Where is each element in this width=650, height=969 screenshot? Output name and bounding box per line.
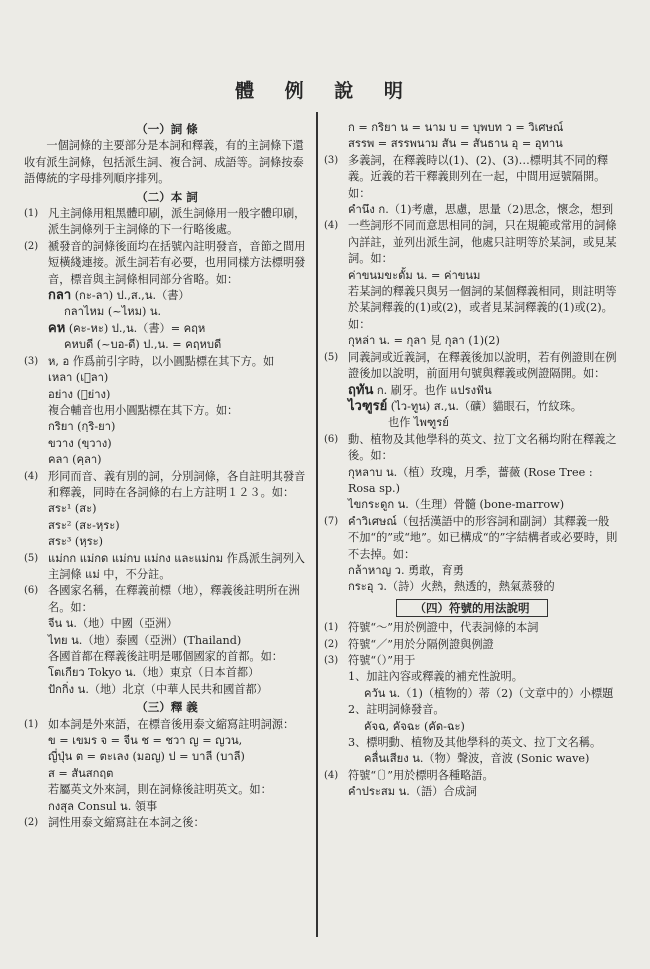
item-text: 詞性用泰文縮寫註在本詞之後： [48, 816, 205, 830]
headword: ไวฑูรย์ [348, 398, 388, 414]
line-text: (คะ-หะ) ป.,น.（書）= คฤห [65, 321, 206, 335]
numbered-item [324, 653, 620, 669]
numbered-item [24, 551, 310, 584]
item-text: 多義詞，在釋義時以(1)、(2)、(3)…標明其不同的釋義。近義的若干釋義則列在一起，中間用逗號隔開。如： [348, 153, 609, 200]
item-text: 褫發音的詞條後面均在括號內註明發音，音節之間用短橫綫連接。派生詞若有必要，也用同樣方法標明發音，標音與主詞條相同部分省略。如： [48, 239, 306, 286]
line-text: คลา (คฺลา) [48, 453, 102, 467]
line-text: 複合輔音也用小圓點標在其下方。如： [48, 403, 239, 417]
item-number: (3) [324, 154, 339, 166]
line-text: ขวาง (ขฺวาง) [48, 436, 112, 450]
line-text: 1、加註內容或釋義的補充性說明。 [348, 670, 523, 684]
example-line [324, 784, 620, 800]
line-text: สระ¹ (สะ) [48, 502, 97, 516]
example-line [24, 370, 310, 386]
line-text: อย่าง (อ̣ย่าง) [48, 387, 111, 401]
numbered-item [324, 350, 620, 383]
line-text: คำนึง ก.（1)考慮，思慮，思量（2)思念，懷念，想到 [348, 203, 614, 217]
line-text: คัจฉ, คัจฉะ (คัด-ฉะ) [364, 719, 465, 733]
line-text: 若某詞的釋義只與另一個詞的某個釋義相同，則註明等於某詞釋義的(1)或(2)，或者見某詞釋義的(1)或(2)。如： [348, 285, 617, 331]
item-number: (5) [324, 351, 339, 363]
item-text: 動、植物及其他學科的英文、拉丁文名稱均附在釋義之後。如： [348, 432, 617, 463]
line-text: ก = กริยา น = นาม บ = บุพบท ว = วิเศษณ์ [348, 121, 564, 134]
example-line [24, 799, 310, 815]
numbered-item [24, 239, 310, 288]
example-line [324, 751, 620, 767]
item-number: (6) [24, 585, 39, 597]
section-heading: （三）釋 義 [136, 700, 198, 715]
item-text: 符號“～”用於例證中，代表詞條的本詞 [348, 621, 539, 635]
example-line [324, 563, 620, 579]
example-line [24, 749, 310, 765]
numbered-item [24, 717, 310, 733]
line-text: 各國首都在釋義後註明是哪個國家的首都。如： [48, 650, 283, 663]
item-number: (4) [324, 220, 339, 232]
example-line [24, 616, 310, 632]
example-line [24, 321, 310, 337]
example-line [24, 304, 310, 320]
line-text: กุหลาบ น.（植）玫瑰，月季，薔薇 (Rose Tree : Rosa sp.) [348, 465, 593, 495]
example-line [24, 419, 310, 435]
example-line [24, 337, 310, 353]
example-line [324, 383, 620, 399]
intro-paragraph: 一個詞條的主要部分是本詞和釋義，有的主詞條下還收有派生詞條，包括派生詞、複合詞、成語等。詞條按泰語傳統的字母排列順序排列。 [24, 139, 304, 186]
line-text: สระ³ (หฺระ) [48, 535, 104, 549]
numbered-item [24, 469, 310, 502]
item-text: 一些詞形不同而意思相同的詞，只在規範或常用的詞條內詳註，並列出派生詞，他處只註明等於某詞，或見某詞。如： [348, 219, 617, 266]
item-number: (3) [324, 655, 339, 666]
line-text: 2、註明詞條發音。 [348, 703, 445, 717]
item-number: (4) [324, 769, 339, 781]
item-text: แม่กก แม่กด แม่กบ แม่กง และแม่กม 作爲派生詞列入主詞條 แม่ 中，不分註。 [48, 551, 305, 581]
line-text: กลาไหม (~ไหม) น. [64, 305, 162, 319]
example-line [324, 669, 620, 685]
example-line [24, 436, 310, 452]
example-line [24, 665, 310, 681]
item-number: (3) [24, 355, 39, 367]
item-number: (1) [324, 622, 339, 634]
right-column [324, 120, 620, 801]
headword: กลา [48, 288, 72, 304]
item-text: ห, อ 作爲前引字時，以小圓點標在其下方。如 [48, 354, 275, 368]
numbered-item [324, 432, 620, 465]
example-line [324, 686, 620, 702]
example-line [324, 497, 620, 513]
item-text: 符號“／”用於分隔例證與例證 [348, 637, 494, 651]
numbered-item [24, 583, 310, 616]
item-number: (2) [24, 817, 39, 829]
line-text: สระ² (สะ-หฺระ) [48, 518, 120, 532]
section-heading: （四）符號的用法說明 [396, 599, 548, 617]
example-line [324, 579, 620, 595]
example-line [324, 202, 620, 218]
line-text: คำประสม น.（語）合成詞 [348, 785, 477, 799]
item-number: (6) [324, 433, 339, 445]
example-line [24, 782, 310, 798]
line-text: ควัน น.（1)（植物的）蒂（2)（文章中的）小標題 [364, 686, 614, 700]
item-text: 如本詞是外來語，在標音後用泰文縮寫註明詞源： [48, 717, 295, 731]
line-text: กระอุ ว.（詩）火熱，熱透的，熱氣蒸發的 [348, 580, 555, 594]
column-divider [316, 112, 318, 937]
section-heading: （一）詞 條 [136, 122, 198, 136]
line-text: ไขกระดูก น.（生理）骨髓 (bone-marrow) [348, 498, 565, 512]
line-text: 3、標明動、植物及其他學科的英文、拉丁文名稱。 [348, 736, 602, 750]
example-line [324, 333, 620, 349]
line-text: จีน น.（地）中國（亞洲） [48, 617, 178, 631]
item-text: 符號“（）”用于 [348, 654, 416, 667]
numbered-item [24, 354, 310, 370]
line-text: เหลา (เห̣ลา) [48, 371, 109, 385]
example-line [24, 766, 310, 782]
numbered-item [324, 768, 620, 784]
line-text: สรรพ = สรรพนาม สัน = สันธาน อุ = อุทาน [348, 137, 563, 151]
example-line [324, 702, 620, 718]
item-text: 各國家名稱，在釋義前標（地），釋義後註明所在洲名。如： [48, 584, 300, 614]
line-text: ก. 刷牙。也作 แปรงฟัน [373, 383, 492, 397]
example-line [24, 534, 310, 550]
item-text: 同義詞或近義詞，在釋義後加以說明，若有例證則在例證後加以說明，前面用句號與釋義或例證隔開。如： [348, 350, 617, 381]
item-text: 形同而音、義有別的詞，分別詞條，各自註明其發音和釋義，同時在各詞條的右上方註明１２３。如： [48, 469, 306, 499]
item-number: (7) [324, 515, 339, 527]
numbered-item [324, 514, 620, 563]
example-line [24, 288, 310, 304]
item-number: (2) [324, 638, 339, 650]
item-number: (1) [24, 208, 39, 220]
line-text: 也作 ไพฑูรย์ [388, 416, 449, 430]
example-line [324, 415, 620, 431]
item-number: (1) [24, 718, 39, 730]
numbered-item [24, 815, 310, 831]
line-text: กริยา (กฺริ-ยา) [48, 420, 116, 434]
example-line [24, 682, 310, 698]
line-text: ปักกิ่ง น.（地）北京（中華人民共和國首都） [48, 682, 268, 696]
item-number: (4) [24, 470, 39, 482]
line-text: กงสุล Consul น. 領事 [48, 799, 158, 813]
example-line [24, 403, 310, 419]
headword: ฤทัน [348, 382, 374, 398]
line-text: 若屬英文外來詞，則在詞條後註明英文。如： [48, 783, 272, 797]
item-text: 符號“〔〕”用於標明各種略語。 [348, 768, 494, 782]
example-line [24, 733, 310, 749]
numbered-item [324, 153, 620, 202]
line-text: คหบดี (~บอ-ดี) ป.,น. = คฤหบดี [64, 338, 222, 352]
section-heading: （二）本 詞 [136, 189, 198, 204]
line-text: (ไว-ทูน) ส.,น.（礦）貓眼石，竹紋珠。 [387, 399, 582, 413]
page-title: 體 例 說 明 [235, 80, 415, 102]
line-text: ไทย น.（地）泰國（亞洲）(Thailand) [48, 633, 242, 647]
example-line [24, 518, 310, 534]
line-text: กล้าหาญ ว. 勇敢，育勇 [348, 563, 464, 577]
example-line [324, 268, 620, 284]
example-line [324, 399, 620, 415]
example-line [324, 284, 620, 333]
numbered-item [324, 218, 620, 267]
line-text: (กะ-ลา) ป.,ส.,น.（書） [71, 289, 190, 303]
headword: คห [48, 320, 66, 336]
example-line [24, 633, 310, 649]
line-text: คลื่นเสียง น.（物）聲波，音波 (Sonic wave) [364, 752, 590, 766]
line-text: ข = เขมร จ = จีน ช = ชวา ญ = ญวน, [48, 734, 243, 748]
example-line [24, 387, 310, 403]
example-line [24, 649, 310, 665]
left-column [24, 120, 310, 831]
example-line [324, 465, 620, 498]
item-number: (5) [24, 552, 39, 564]
example-line [324, 120, 620, 136]
line-text: ส = สันสกฤต [48, 766, 114, 780]
item-text: คำวิเศษณ์（包括漢語中的形容詞和副詞）其釋義一般不加“的”或“地”。如已構成“的”字結構者或必要時，則不去掉。如： [348, 514, 618, 561]
item-number: (2) [24, 240, 39, 252]
numbered-item [324, 637, 620, 653]
line-text: กุหล่า น. = กุลา 見 กุลา (1)(2) [348, 334, 500, 348]
example-line [24, 501, 310, 517]
line-text: ค่าขนมขะดั้ม น. = ค่าขนม [348, 268, 481, 282]
item-text: 凡主詞條用粗黑體印刷，派生詞條用一般字體印刷，派生詞條列于主詞條的下一行略後處。 [48, 207, 306, 237]
numbered-item [324, 620, 620, 636]
example-line [324, 735, 620, 751]
example-line [24, 452, 310, 468]
example-line [324, 136, 620, 152]
example-line [324, 719, 620, 735]
line-text: ญี่ปุ่น ต = ตะเลง (มอญ) ป = บาลี (บาลี) [48, 750, 245, 764]
line-text: โตเกียว Tokyo น.（地）東京（日本首都） [48, 666, 260, 680]
numbered-item [24, 206, 310, 239]
